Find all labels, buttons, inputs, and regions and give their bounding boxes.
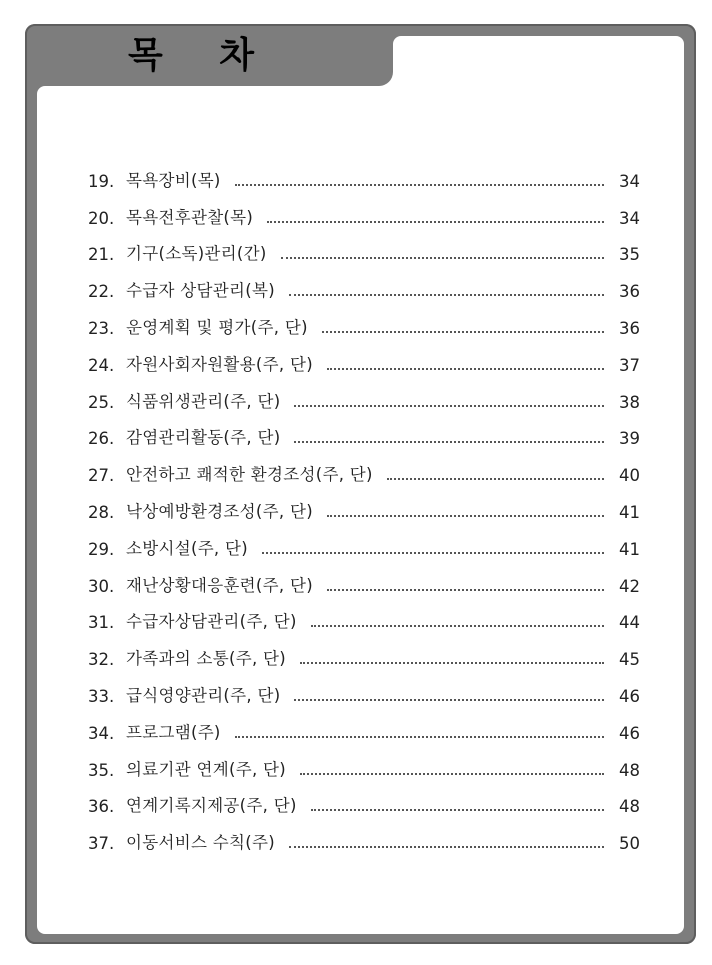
toc-entry[interactable]: [88, 338, 640, 375]
toc-entry-title: 재난상황대응훈련(주, 단): [126, 575, 313, 595]
toc-entry[interactable]: [88, 816, 640, 853]
toc-entry[interactable]: [88, 191, 640, 228]
toc-entry-page: 45: [619, 650, 640, 670]
toc-entry-number: 29.: [88, 539, 115, 559]
dot-leader: [289, 846, 604, 848]
toc-entry-page: 34: [619, 171, 640, 191]
dot-leader: [327, 368, 604, 370]
toc-entry-title: 식품위생관리(주, 단): [126, 391, 281, 411]
toc-entry-title: 의료기관 연계(주, 단): [126, 759, 287, 779]
toc-entry-title: 소방시설(주, 단): [126, 538, 248, 558]
toc-entry-title: 낙상예방환경조성(주, 단): [126, 501, 313, 521]
toc-entry-number: 26.: [88, 429, 115, 449]
toc-entry-page: 48: [619, 797, 640, 817]
toc-entry-number: 24.: [88, 355, 115, 375]
toc-entry[interactable]: [88, 596, 640, 633]
toc-entry-page: 48: [619, 760, 640, 780]
dot-leader: [300, 773, 604, 775]
frame-tab-corner: [373, 66, 393, 86]
toc-entry-number: 23.: [88, 318, 115, 338]
toc-entry-page: 37: [619, 355, 640, 375]
toc-entry-page: 41: [619, 539, 640, 559]
toc-entry-number: 36.: [88, 797, 115, 817]
toc-entry[interactable]: [88, 632, 640, 669]
dot-leader: [387, 478, 604, 480]
dot-leader: [281, 257, 604, 259]
dot-leader: [289, 294, 604, 296]
page-title: 목 차: [128, 35, 277, 76]
toc-entry-page: 44: [619, 613, 640, 633]
toc-entry-title: 연계기록지제공(주, 단): [126, 796, 297, 816]
toc-entry-number: 25.: [88, 392, 115, 412]
dot-leader: [294, 405, 604, 407]
toc-entry-title: 자원사회자원활용(주, 단): [126, 354, 313, 374]
toc-entry-page: 41: [619, 502, 640, 522]
dot-leader: [311, 809, 604, 811]
toc-entry[interactable]: [88, 706, 640, 743]
dot-leader: [267, 221, 604, 223]
toc-entry[interactable]: [88, 522, 640, 559]
toc-entry[interactable]: [88, 669, 640, 706]
toc-entry-page: 34: [619, 208, 640, 228]
toc-entry-title: 운영계획 및 평가(주, 단): [126, 317, 308, 337]
toc-entry-number: 35.: [88, 760, 115, 780]
toc-entry-title: 안전하고 쾌적한 환경조성(주, 단): [126, 465, 373, 485]
toc-entry-number: 22.: [88, 282, 115, 302]
toc-entry-number: 19.: [88, 171, 115, 191]
toc-entry-page: 36: [619, 282, 640, 302]
dot-leader: [235, 736, 604, 738]
toc-entry-number: 27.: [88, 466, 115, 486]
toc-entry-title: 목욕전후관찰(목): [126, 207, 254, 227]
toc-entry-page: 42: [619, 576, 640, 596]
toc-entry[interactable]: [88, 780, 640, 817]
dot-leader: [235, 184, 604, 186]
toc-entry[interactable]: [88, 412, 640, 449]
toc-entry[interactable]: [88, 485, 640, 522]
dot-leader: [311, 625, 604, 627]
toc-entry[interactable]: [88, 301, 640, 338]
toc-entry-page: 50: [619, 834, 640, 854]
toc-entry-page: 39: [619, 429, 640, 449]
dot-leader: [327, 589, 604, 591]
dot-leader: [262, 552, 604, 554]
dot-leader: [300, 662, 604, 664]
dot-leader: [294, 441, 604, 443]
toc-entry-title: 프로그램(주): [126, 722, 221, 742]
toc-entry[interactable]: [88, 264, 640, 301]
toc-entry-page: 36: [619, 318, 640, 338]
toc-entry-page: 35: [619, 245, 640, 265]
toc-entry[interactable]: [88, 448, 640, 485]
toc-entry[interactable]: [88, 375, 640, 412]
toc-entry-number: 33.: [88, 686, 115, 706]
toc-entry-number: 37.: [88, 834, 115, 854]
dot-leader: [322, 331, 604, 333]
toc-entry[interactable]: [88, 154, 640, 191]
toc-entry-title: 가족과의 소통(주, 단): [126, 649, 287, 669]
toc-entry-page: 46: [619, 686, 640, 706]
toc-entry-title: 이동서비스 수칙(주): [126, 833, 275, 853]
toc-entry-title: 목욕장비(목): [126, 170, 221, 190]
dot-leader: [294, 699, 604, 701]
toc-entry-number: 31.: [88, 613, 115, 633]
toc-entry[interactable]: [88, 559, 640, 596]
toc-entry-page: 38: [619, 392, 640, 412]
toc-entry-number: 20.: [88, 208, 115, 228]
toc-entry[interactable]: [88, 743, 640, 780]
toc-entry-number: 32.: [88, 650, 115, 670]
toc-entry-number: 34.: [88, 723, 115, 743]
toc-entry-page: 46: [619, 723, 640, 743]
toc-entry-number: 30.: [88, 576, 115, 596]
toc-entry-title: 수급자상담관리(주, 단): [126, 612, 297, 632]
toc-entry-title: 감염관리활동(주, 단): [126, 428, 281, 448]
table-of-contents: [88, 154, 640, 853]
toc-entry-number: 21.: [88, 245, 115, 265]
toc-entry-title: 기구(소독)관리(간): [126, 244, 267, 264]
toc-entry-number: 28.: [88, 502, 115, 522]
dot-leader: [327, 515, 604, 517]
toc-entry-title: 급식영양관리(주, 단): [126, 685, 281, 705]
toc-entry-title: 수급자 상담관리(복): [126, 281, 275, 301]
toc-entry-page: 40: [619, 466, 640, 486]
toc-entry[interactable]: [88, 228, 640, 265]
